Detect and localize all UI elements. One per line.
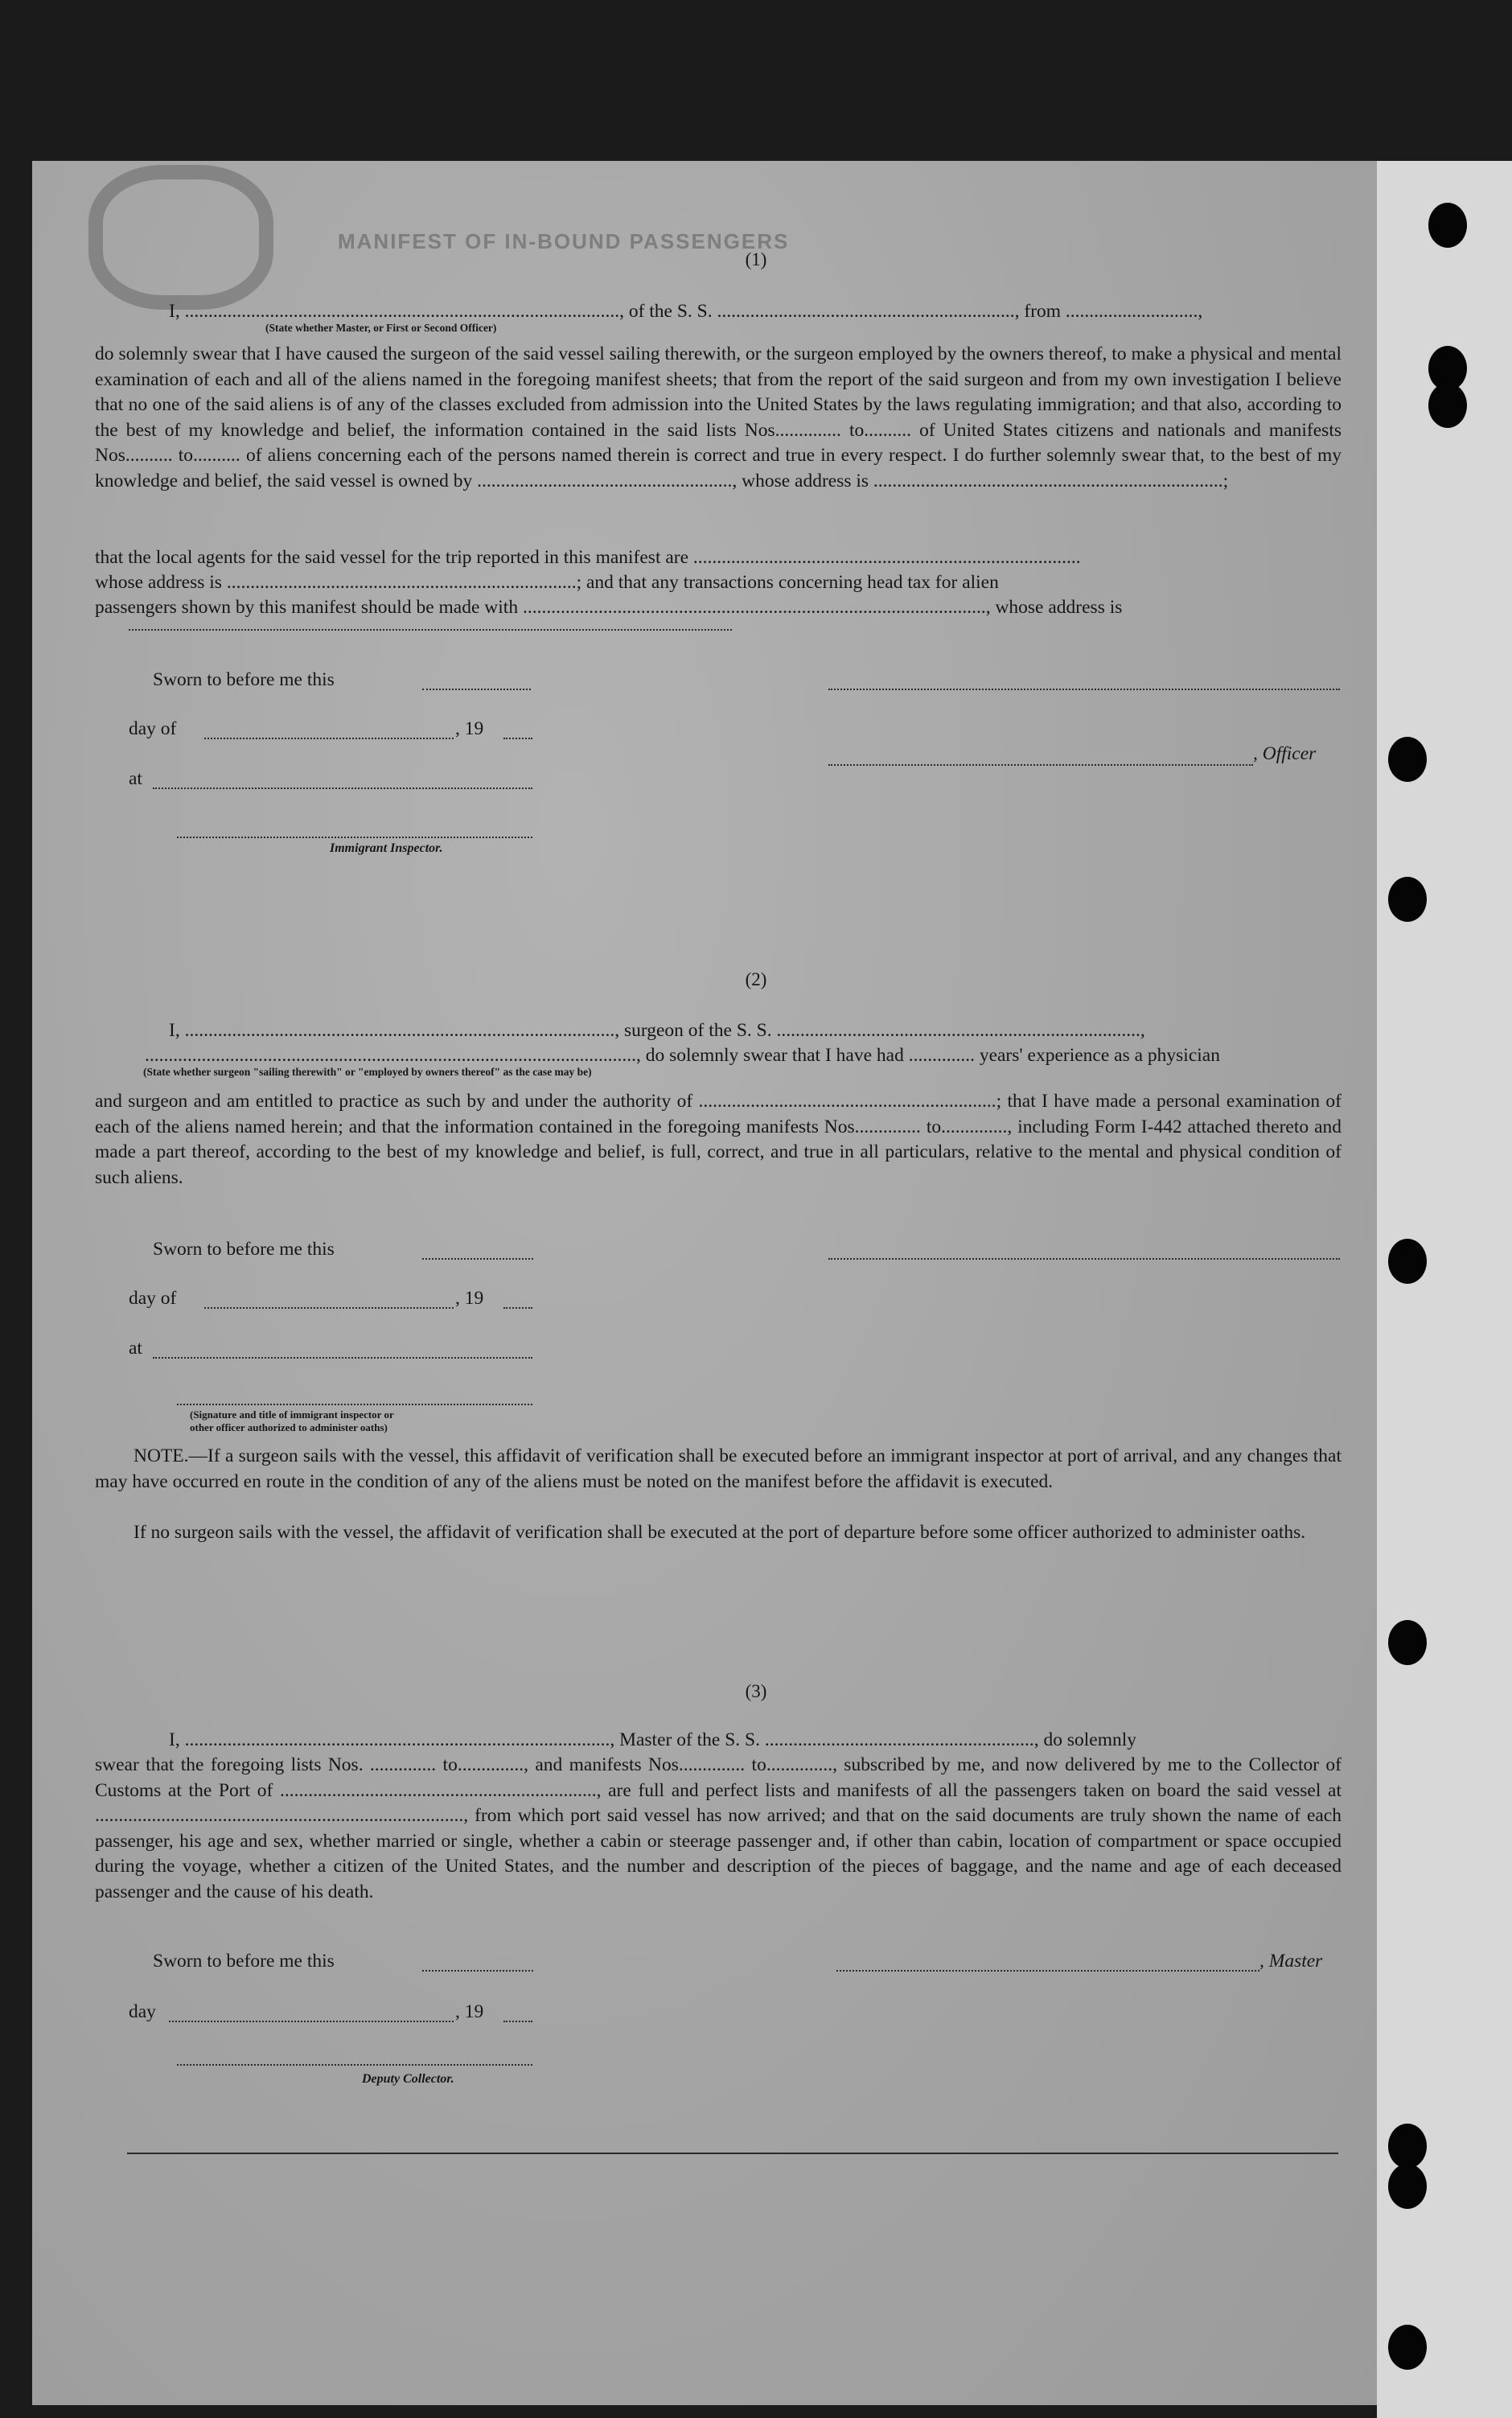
punch-hole xyxy=(1388,2164,1427,2209)
section3-day-label: day xyxy=(129,2001,156,2022)
section1-caption: (State whether Master, or First or Second Officer) xyxy=(265,322,497,334)
punch-hole xyxy=(1388,737,1427,782)
section3-day-field xyxy=(169,2021,454,2022)
punch-hole xyxy=(1388,2124,1427,2169)
section1-officer-line: I, ............................................................................................, of the S. S. ..............................................................., from ............................, xyxy=(169,301,1203,322)
section3-collector-signature-field xyxy=(177,2064,532,2066)
section1-at-field xyxy=(153,787,532,789)
punch-hole xyxy=(1388,877,1427,922)
punch-hole xyxy=(1428,383,1467,428)
section1-at-label: at xyxy=(129,768,142,789)
section3-deputy-caption: Deputy Collector. xyxy=(362,2072,454,2086)
section1-address-line: whose address is ..........................................................................; and that any transactions concerning head tax for alien xyxy=(95,572,999,593)
section1-officer-signature-field xyxy=(828,689,1340,690)
section3-sworn-label: Sworn to before me this xyxy=(153,1951,335,1972)
bottom-rule xyxy=(127,2153,1338,2154)
section3-master-label: , Master xyxy=(1259,1951,1323,1972)
punch-hole xyxy=(1388,1239,1427,1284)
section2-inspector-signature-field xyxy=(177,1404,532,1405)
punch-strip xyxy=(1377,161,1512,2418)
section2-at-label: at xyxy=(129,1338,142,1359)
note2-text: If no surgeon sails with the vessel, the affidavit of verification shall be executed at the port of departure before some officer authorized to administer oaths. xyxy=(134,1522,1306,1543)
section3-year-label: , 19 xyxy=(455,2001,484,2022)
section1-year-label: , 19 xyxy=(455,718,484,739)
section1-body: do solemnly swear that I have caused the surgeon of the said vessel sailing therewith, or the surgeon employed by the owners thereof, to make a physical and mental examination of each and all of the aliens named in the foregoing manifest sheets; that from the report of the said surgeon and from my own investigation I believe that no one of the said aliens is of any of the classes excluded from admission into the United States by the laws regulating immigration; and that also, according to the best of my knowledge and belief, the information contained in the said lists Nos.............. to.......... of United States citizens and nationals and manifests Nos.......... to.......... of aliens concerning each of the persons named therein is correct and true in every respect. I do further solemnly swear that, to the best of my knowledge and belief, the said vessel is owned by ......................................................, whose address is ..........................................................................; xyxy=(95,343,1341,491)
section2-year-label: , 19 xyxy=(455,1288,484,1309)
section2-signature-caption-line2: other officer authorized to administer oaths) xyxy=(190,1421,388,1433)
section2-at-field xyxy=(153,1357,532,1359)
section2-year-field xyxy=(503,1307,532,1309)
section1-agents-line: that the local agents for the said vessel for the trip reported in this manifest are .................................................................................. xyxy=(95,547,1081,568)
section3-master-line: I, .........................................................................................., Master of the S. S. ........................................................., do solemnly xyxy=(169,1729,1137,1750)
section3-sworn-date-field xyxy=(422,1970,533,1972)
section2-surgeon-line: I, ..........................................................................................., surgeon of the S. S. ............................................................................., xyxy=(169,1020,1145,1041)
section2-experience-line: ........................................................................................................, do solemnly swear that I have had .............. years' experience as a physician xyxy=(145,1045,1220,1066)
section1-officer-title-field xyxy=(828,764,1253,766)
section2-day-field xyxy=(204,1307,454,1309)
section3-number: (3) xyxy=(745,1681,767,1701)
ink-stamp xyxy=(88,165,273,310)
section1-inspector-signature-field xyxy=(177,837,532,838)
section2-day-of-label: day of xyxy=(129,1288,177,1309)
note-text: NOTE.—If a surgeon sails with the vessel, this affidavit of verification shall be executed before an immigrant inspector at port of arrival, and any changes that may have occurred en route in the condition of any of the aliens must be noted on the manifest before the affidavit is executed. xyxy=(95,1445,1341,1492)
section2-surgeon-signature-field xyxy=(828,1258,1340,1260)
section1-continuation-rule xyxy=(129,629,732,631)
section2-sworn-label: Sworn to before me this xyxy=(153,1239,335,1260)
punch-hole xyxy=(1388,2325,1427,2370)
bleed-through: MANIFEST OF IN-BOUND PASSENGERS xyxy=(338,229,790,253)
section2-body: and surgeon and am entitled to practice as such by and under the authority of ...............................................................; that I have made a personal examination of each of the aliens named herein; and that the information contained in the foregoing manifests Nos.............. to.............., including Form I-442 attached thereto and made a part thereof, according to the best of my knowledge and belief, is full, correct, and true in all particulars, relative to the mental and physical condition of such aliens. xyxy=(95,1091,1341,1188)
section1-sworn-date-field xyxy=(422,689,531,690)
section3-year-field xyxy=(503,2021,532,2022)
punch-hole xyxy=(1388,1620,1427,1665)
manifest-page xyxy=(32,161,1377,2405)
section1-headtax-line: passengers shown by this manifest should be made with .................................................................................................., whose address is xyxy=(95,597,1123,618)
section1-year-field xyxy=(503,738,532,739)
section1-officer-label: , Officer xyxy=(1253,743,1317,764)
section2-sworn-date-field xyxy=(422,1258,533,1260)
section2-note xyxy=(95,1444,1341,1495)
punch-hole xyxy=(1428,203,1467,248)
section2-number: (2) xyxy=(745,969,767,989)
section2-note2 xyxy=(95,1520,1341,1546)
section1-inspector-caption: Immigrant Inspector. xyxy=(330,841,443,855)
section2-caption: (State whether surgeon "sailing therewith" or "employed by owners thereof" as the case may be) xyxy=(143,1066,592,1078)
section3-master-signature-field xyxy=(836,1970,1259,1972)
section3-body: swear that the foregoing lists Nos. .............. to.............., and manifests Nos.............. to.............., subscribed by me, and now delivered by me to the Collector of Customs at the Port of ..................................................................., are full and perfect lists and manifests of all the passengers taken on board the said vessel at .............................................................................., from which port said vessel has now arrived; and that on the said documents are truly shown the name of each passenger, his age and sex, whether married or single, whether a cabin or steerage passenger and, if other than cabin, location of compartment or space occupied during the voyage, whether a citizen of the United States, and the number and description of the pieces of baggage, and the name and age of each deceased passenger and the cause of his death. xyxy=(95,1754,1341,1902)
section2-signature-caption-line1: (Signature and title of immigrant inspector or xyxy=(190,1408,394,1421)
section1-day-field xyxy=(204,738,454,739)
section1-number: (1) xyxy=(745,249,767,269)
section1-sworn-label: Sworn to before me this xyxy=(153,669,335,690)
section1-day-of-label: day of xyxy=(129,718,177,739)
